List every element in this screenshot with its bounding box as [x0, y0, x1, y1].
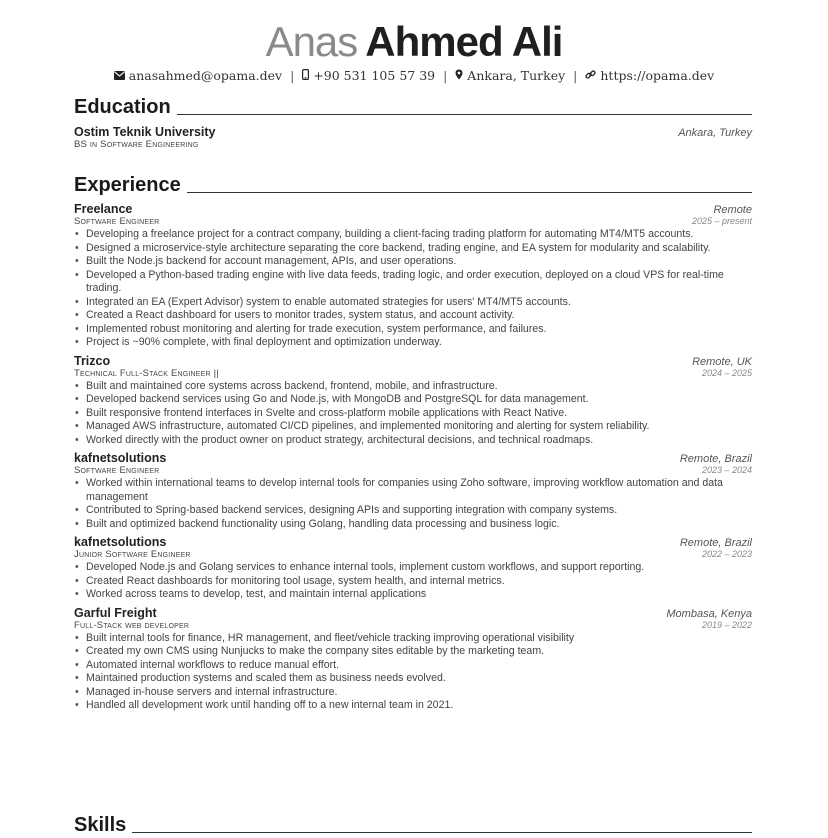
bullet-item: • Created my own CMS using Nunjucks to make the company sites editable by the marketing team.: [86, 645, 752, 659]
education-section: [74, 94, 752, 150]
bullet-item: • Automated internal workflows to reduce manual effort.: [86, 659, 752, 673]
bullet-item: • Contributed to Spring-based backend services, designing APIs and supporting integration with company systems.: [86, 504, 752, 518]
link-icon: [585, 68, 596, 83]
bullet-item: • Worked directly with the product owner on product strategy, architectural decisions, and technical roadmaps.: [86, 434, 752, 448]
contact-line: [0, 68, 828, 83]
bullet-item: • Worked within international teams to develop internal tools for companies using Zoho software, improving workflow automation and data management: [86, 477, 752, 504]
section-rule: [187, 192, 752, 193]
bullet-item: • Built responsive frontend interfaces in Svelte and cross-platform mobile applications with React Native.: [86, 407, 752, 421]
company-name: Garful Freight: [74, 605, 157, 620]
job-title: Software Engineer: [74, 465, 160, 476]
mobile-phone-icon: [302, 68, 309, 83]
job-location: Remote, Brazil: [679, 453, 752, 465]
bullet-list: [74, 561, 752, 602]
separator: |: [443, 68, 448, 83]
experience-section: [74, 172, 752, 713]
website-link[interactable]: https://opama.dev: [600, 68, 715, 83]
job-dates: 2023 – 2024: [701, 465, 752, 475]
bullet-item: • Built internal tools for finance, HR management, and fleet/vehicle tracking improving operational visibility: [86, 632, 752, 646]
experience-entry: [74, 451, 752, 531]
separator: |: [290, 68, 295, 83]
section-heading: Experience: [74, 172, 752, 198]
job-dates: 2025 – present: [691, 216, 752, 226]
bullet-item: • Managed in-house servers and internal infrastructure.: [86, 686, 752, 700]
bullet-item: • Developed Node.js and Golang services to enhance internal tools, implement custom workflows, and support reporting.: [86, 561, 752, 575]
location: Ankara, Turkey: [467, 68, 566, 83]
section-heading: Skills: [74, 812, 752, 838]
school-location: Ankara, Turkey: [678, 127, 752, 139]
envelope-icon: [114, 68, 125, 83]
bullet-item: • Developing a freelance project for a contract company, building a client-facing trading platform for automating MT4/MT5 accounts.: [86, 228, 752, 242]
candidate-name: [0, 16, 828, 68]
map-marker-icon: [455, 68, 463, 83]
skills-section: [74, 812, 752, 838]
job-dates: 2022 – 2023: [701, 549, 752, 559]
bullet-item: • Built the Node.js backend for account management, APIs, and user operations.: [86, 255, 752, 269]
email-link[interactable]: anasahmed@opama.dev: [128, 68, 283, 83]
experience-entry: [74, 354, 752, 448]
job-location: Remote, UK: [692, 355, 752, 368]
last-name: Ahmed Ali: [365, 18, 563, 65]
bullet-item: • Integrated an EA (Expert Advisor) system to enable automated strategies for users' MT4/MT5 accounts.: [86, 296, 752, 310]
bullet-item: • Built and maintained core systems across backend, frontend, mobile, and infrastructure.: [86, 380, 752, 394]
bullet-item: • Project is ~90% complete, with final deployment and optimization underway.: [86, 336, 752, 350]
job-dates: 2024 – 2025: [701, 367, 752, 378]
experience-entry: [74, 535, 752, 602]
bullet-list: [74, 228, 752, 350]
section-heading: Education: [74, 94, 752, 120]
job-location: Mombasa, Kenya: [666, 607, 752, 620]
job-title: Full-Stack web developer: [74, 619, 190, 631]
phone-number: +90 531 105 57 39: [313, 68, 436, 83]
bullet-item: • Worked across teams to develop, test, and maintain internal applications: [86, 588, 752, 602]
bullet-item: • Managed AWS infrastructure, automated CI/CD pipelines, and implemented monitoring and alerting for system reliability.: [86, 420, 752, 434]
job-dates: 2019 – 2022: [701, 619, 752, 630]
experience-entry: [74, 606, 752, 713]
bullet-list: [74, 632, 752, 713]
bullet-item: • Created React dashboards for monitoring tool usage, system health, and internal metrics.: [86, 575, 752, 589]
bullet-item: • Handled all development work until handing off to a new internal team in 2021.: [86, 699, 752, 713]
job-title: Junior Software Engineer: [74, 549, 191, 560]
resume-content: [74, 94, 752, 836]
job-location: Remote: [713, 204, 752, 216]
experience-entry: [74, 202, 752, 350]
bullet-item: • Implemented robust monitoring and alerting for trade execution, system performance, and failures.: [86, 323, 752, 337]
company-name: kafnetsolutions: [74, 451, 167, 465]
company-name: kafnetsolutions: [74, 535, 167, 549]
section-rule: [177, 114, 752, 115]
bullet-item: • Designed a microservice-style architecture separating the core backend, trading engine, and EA system for modularity and scalability.: [86, 242, 752, 256]
bullet-item: • Created a React dashboard for users to monitor trades, system status, and account activity.: [86, 309, 752, 323]
separator: |: [573, 68, 578, 83]
bullet-list: [74, 477, 752, 531]
job-title: Technical Full-Stack Engineer ||: [74, 367, 219, 379]
bullet-item: • Maintained production systems and scaled them as business needs evolved.: [86, 672, 752, 686]
job-title: Software Engineer: [74, 216, 160, 227]
school-name: Ostim Teknik University: [74, 125, 216, 139]
bullet-item: • Built and optimized backend functionality using Golang, handling data processing and business logic.: [86, 518, 752, 532]
education-entry: [74, 125, 752, 150]
first-name: Anas: [265, 18, 358, 65]
bullet-list: [74, 380, 752, 448]
bullet-item: • Developed backend services using Go and Node.js, with MongoDB and PostgreSQL for data management.: [86, 393, 752, 407]
section-rule: [132, 832, 752, 833]
bullet-item: • Developed a Python-based trading engine with live data feeds, trading logic, and order execution, deployed on a cloud VPS for real-time trading.: [86, 269, 752, 296]
job-location: Remote, Brazil: [679, 537, 752, 549]
company-name: Freelance: [74, 202, 133, 216]
company-name: Trizco: [74, 353, 111, 368]
degree: BS in Software Engineering: [74, 139, 199, 150]
